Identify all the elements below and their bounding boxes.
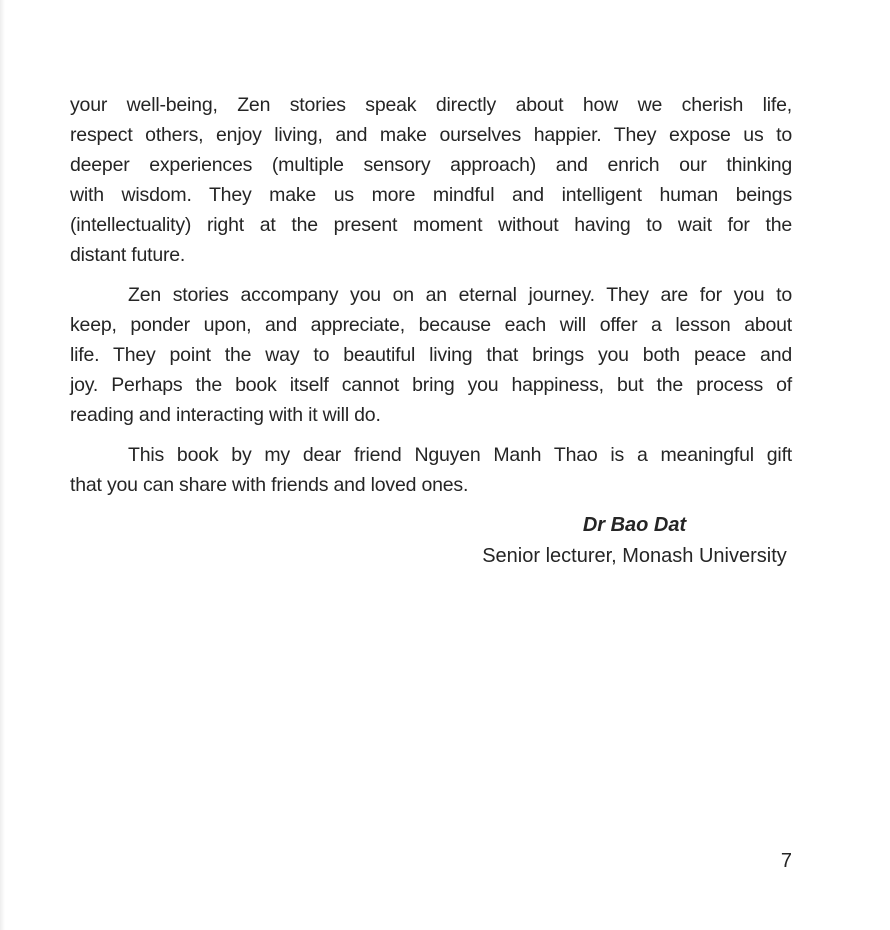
paragraph	[70, 280, 792, 430]
signature-title: Senior lecturer, Monash University	[482, 545, 787, 567]
text-line: keep, ponder upon, and appreciate, because each will offer a lesson about	[70, 314, 792, 336]
page-content	[70, 90, 792, 572]
body-text	[70, 90, 792, 500]
text-line: life. They point the way to beautiful living that brings you both peace and	[70, 344, 792, 366]
page-edge-shadow	[0, 0, 5, 930]
text-line: This book by my dear friend Nguyen Manh Thao is a meaningful gift	[128, 444, 792, 466]
signature-block	[477, 510, 792, 572]
text-line: respect others, enjoy living, and make ourselves happier. They expose us to	[70, 124, 792, 146]
paragraph	[70, 90, 792, 270]
text-line: that you can share with friends and loved ones.	[70, 474, 469, 496]
page-number: 7	[780, 850, 792, 872]
text-line: your well-being, Zen stories speak directly about how we cherish life,	[70, 94, 792, 116]
text-line: joy. Perhaps the book itself cannot bring you happiness, but the process of	[70, 374, 792, 396]
text-line: distant future.	[70, 244, 186, 266]
signature-name: Dr Bao Dat	[582, 514, 687, 536]
paragraph	[70, 440, 792, 500]
text-line: deeper experiences (multiple sensory approach) and enrich our thinking	[70, 154, 792, 176]
text-line: reading and interacting with it will do.	[70, 404, 381, 426]
text-line: with wisdom. They make us more mindful and intelligent human beings	[70, 184, 792, 206]
text-line: (intellectuality) right at the present moment without having to wait for the	[70, 214, 792, 236]
text-line: Zen stories accompany you on an eternal journey. They are for you to	[128, 284, 792, 306]
